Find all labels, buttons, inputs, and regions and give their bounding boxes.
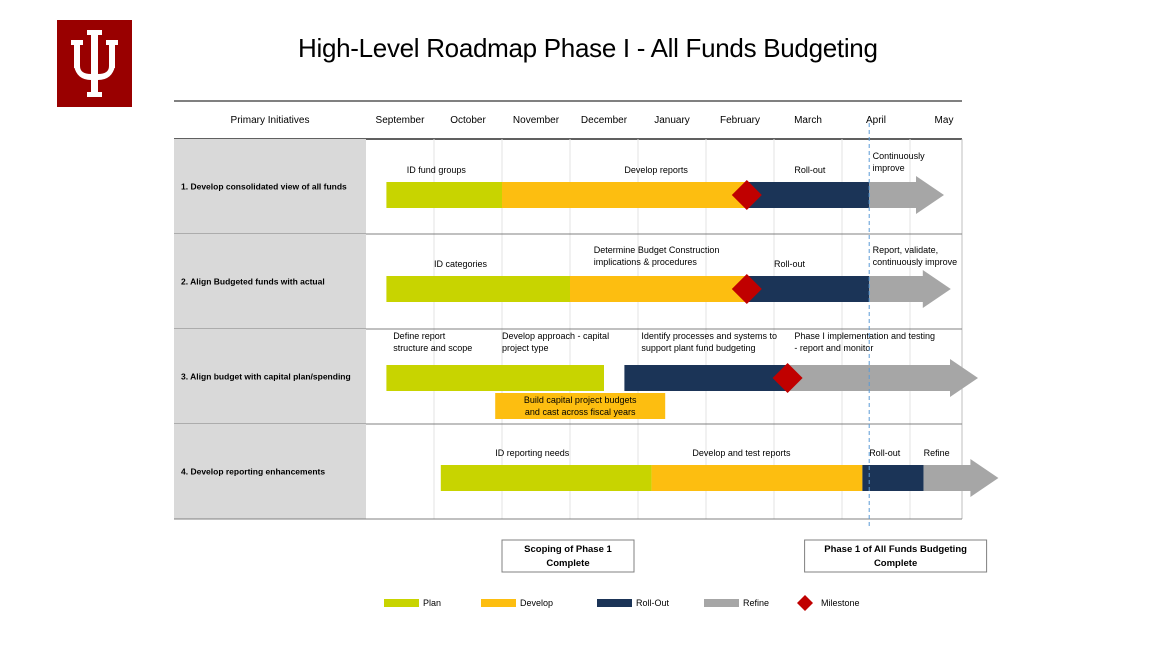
legend-label: Plan [423, 598, 442, 608]
callout-text: Phase 1 of All Funds Budgeting Complete [824, 544, 967, 569]
month-label: November [512, 115, 560, 126]
phase-note: Refine [923, 448, 950, 458]
month-label: May [934, 115, 954, 126]
legend-develop-swatch [481, 599, 516, 607]
phase-note: Roll-out [774, 259, 806, 269]
phase-note: Define report structure and scope [393, 331, 473, 353]
plan-bar [386, 182, 502, 208]
header-primary-initiatives: Primary Initiatives [230, 115, 310, 126]
phase-note: ID categories [434, 259, 488, 269]
refine-arrow-bar [869, 176, 944, 214]
rollout-bar [862, 465, 923, 491]
plan-bar [386, 365, 604, 391]
month-label: September [375, 115, 425, 126]
rollout-bar [747, 182, 869, 208]
legend-label: Refine [743, 598, 770, 608]
rollout-bar [624, 365, 787, 391]
month-label: October [450, 115, 486, 126]
phase-note: Roll-out [794, 165, 826, 175]
develop-bar [652, 465, 863, 491]
rollout-bar [747, 276, 869, 302]
phase-note: Develop reports [624, 165, 688, 175]
row-label: 3. Align budget with capital plan/spending [181, 371, 351, 382]
phase-note: ID fund groups [406, 165, 466, 175]
callout-text: Scoping of Phase 1 Complete [524, 544, 612, 569]
phase-note: Develop approach - capital project type [502, 331, 610, 353]
page-title: High-Level Roadmap Phase I - All Funds Budgeting [298, 33, 878, 63]
legend-rollout-swatch [597, 599, 632, 607]
phase-note: Identify processes and systems to support plant fund budgeting [641, 331, 777, 353]
legend-label: Develop [520, 598, 554, 608]
refine-arrow-bar [924, 459, 999, 497]
month-label: April [865, 115, 887, 126]
month-label: March [794, 115, 822, 126]
phase-note: Develop and test reports [692, 448, 791, 458]
phase-note: Phase I implementation and testing - report and monitor [794, 331, 935, 353]
phase-note: Determine Budget Construction implications & procedures [593, 245, 720, 267]
month-label: January [654, 115, 690, 126]
phase-note: Continuously improve [872, 151, 925, 173]
phase-note: Roll-out [869, 448, 901, 458]
row-label: 2. Align Budgeted funds with actual [181, 276, 325, 287]
develop-bar [570, 276, 747, 302]
legend-plan-swatch [384, 599, 419, 607]
legend-label: Roll-Out [636, 598, 670, 608]
legend-refine-swatch [704, 599, 739, 607]
month-label: February [719, 115, 761, 126]
phase-note: ID reporting needs [495, 448, 570, 458]
legend-milestone-swatch [797, 595, 813, 611]
refine-arrow-bar [788, 359, 978, 397]
plan-bar [386, 276, 570, 302]
sub-bar-label: Build capital project budgets and cast across fiscal years [523, 395, 637, 417]
develop-bar [502, 182, 747, 208]
month-label: December [580, 115, 628, 126]
row-label: 4. Develop reporting enhancements [181, 466, 326, 477]
plan-bar [441, 465, 652, 491]
legend-label: Milestone [821, 598, 860, 608]
row-label: 1. Develop consolidated view of all funds [181, 181, 347, 192]
phase-note: Report, validate, continuously improve [872, 245, 958, 267]
